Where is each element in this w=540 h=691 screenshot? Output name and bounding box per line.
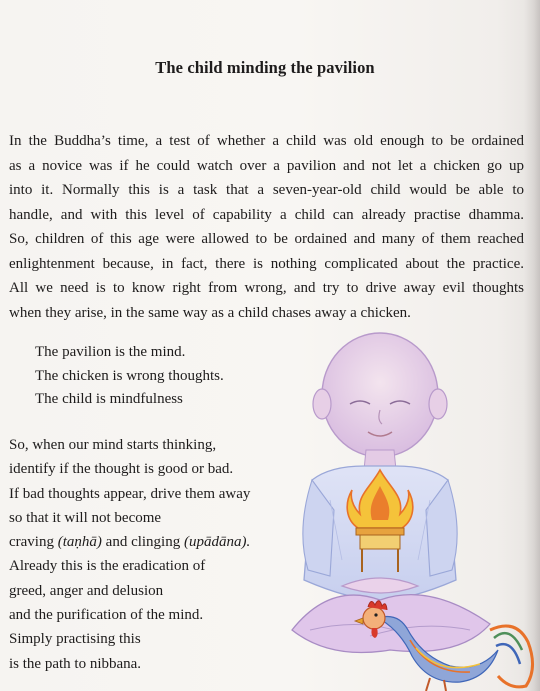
verse-line: If bad thoughts appear, drive them away [9,485,251,502]
paragraph-line: as a novice was if he could watch over a pavilion and not let a chicken go up [9,157,524,174]
meditating-child-illustration [290,300,540,691]
stanza-line: The child is mindfulness [35,391,183,407]
stanza-line: The chicken is wrong thoughts. [35,367,224,384]
verse-line: Already this is the eradication of [9,558,206,575]
teaching-verse [9,433,250,676]
intro-paragraph [9,129,524,325]
verse-line: and the purification of the mind. [9,607,204,624]
paragraph-line: enlightenment because, in fact, there is nothing complicated about the practice. [9,255,524,272]
stanza-line: The pavilion is the mind. [35,344,186,360]
verse-line: identify if the thought is good or bad. [9,461,234,478]
page-title: The child minding the pavilion [155,58,375,77]
verse-line: So, when our mind starts thinking, [9,437,217,453]
child-head [313,333,447,457]
pali-term-tanha: (taṇhā) [57,534,102,551]
pali-term-upadana: (upādāna). [183,534,251,551]
paragraph-line: In the Buddha’s time, a test of whether a child was old enough to be ordained [9,133,524,149]
verse-line: greed, anger and delusion [9,582,164,599]
verse-line [9,530,250,554]
verse-text: craving [9,534,58,551]
paragraph-line: All we need is to know right from wrong, and try to drive away evil thoughts [9,280,524,296]
metaphor-stanza [35,341,224,412]
paragraph-line: when they arise, in the same way as a child chases away a chicken. [9,304,411,321]
paragraph-line: So, children of this age were allowed to be ordained and many of them reached [9,231,524,247]
verse-line: is the path to nibbana. [9,655,142,672]
verse-line: Simply practising this [9,631,141,648]
paragraph-line: handle, and with this level of capability a child can already practise dhamma. [9,206,524,223]
paragraph-line: into it. Normally this is a task that a seven-year-old child would be able to [9,182,524,198]
verse-line: so that it will not become [9,509,162,526]
verse-text: and clinging [101,534,184,551]
